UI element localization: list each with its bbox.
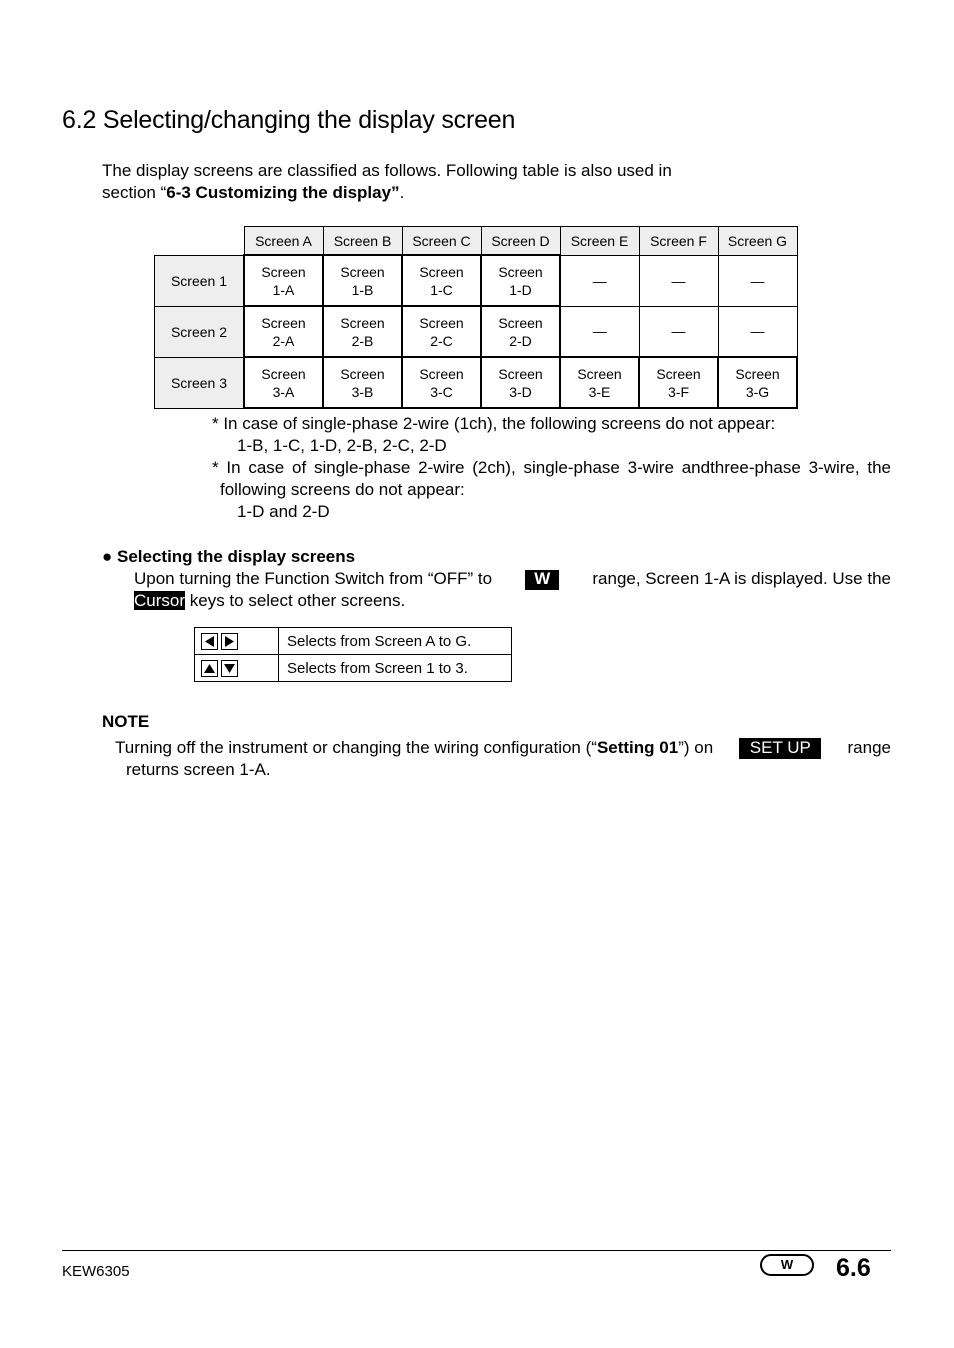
selecting-heading: ● Selecting the display screens <box>102 547 356 566</box>
footnote-1-list: 1-B, 1-C, 1-D, 2-B, 2-C, 2-D <box>237 436 447 455</box>
footnote-1: * In case of single-phase 2-wire (1ch), the following screens do not appear: <box>212 414 776 433</box>
intro-line-1: The display screens are classified as follows. Following table is also used in <box>102 161 672 180</box>
table-row <box>195 655 512 682</box>
table-cell: — <box>639 306 718 357</box>
column-header: Screen B <box>323 227 402 256</box>
column-header: Screen G <box>718 227 797 256</box>
table-cell: Screen 3-D <box>481 357 560 408</box>
table-cell: — <box>639 255 718 306</box>
table-row <box>155 357 798 408</box>
column-header: Screen F <box>639 227 718 256</box>
screen-classification-table <box>154 226 798 409</box>
table-cell: Screen 1-B <box>323 255 402 306</box>
table-cell: — <box>560 255 639 306</box>
table-cell: Screen 2-B <box>323 306 402 357</box>
column-header: Screen D <box>481 227 560 256</box>
left-arrow-key-icon <box>201 633 218 650</box>
key-description: Selects from Screen A to G. <box>279 628 512 655</box>
page-number: 6.6 <box>836 1254 871 1282</box>
section-title: 6.2 Selecting/changing the display screen <box>62 106 516 134</box>
key-icons-cell <box>195 628 279 655</box>
row-header: Screen 2 <box>155 306 245 357</box>
setting-01-reference: Setting 01 <box>596 738 679 757</box>
table-row <box>155 255 798 306</box>
down-arrow-key-icon <box>221 660 238 677</box>
w-mode-badge: W <box>760 1254 814 1276</box>
cursor-key: Cursor <box>134 591 186 610</box>
footnote-2-line-2: following screens do not appear: <box>220 480 465 499</box>
note-line-2: returns screen 1-A. <box>126 760 271 779</box>
table-row <box>155 306 798 357</box>
key-icons-cell <box>195 655 279 682</box>
table-cell: Screen 1-C <box>402 255 481 306</box>
table-cell: Screen 3-B <box>323 357 402 408</box>
selecting-line-1: Upon turning the Function Switch from “OFF” to W range, Screen 1-A is displayed. Use the <box>134 569 891 588</box>
intro-paragraph <box>102 160 802 204</box>
column-header: Screen A <box>244 227 323 256</box>
table-cell: — <box>718 306 797 357</box>
note-heading: NOTE <box>102 712 150 731</box>
table-header-row <box>155 227 798 256</box>
footnote-2-line-1: * In case of single-phase 2-wire (2ch), single-phase 3-wire andthree-phase 3-wire, the <box>212 458 891 477</box>
table-cell: Screen 1-D <box>481 255 560 306</box>
intro-line-2: section “6-3 Customizing the display”. <box>102 183 405 202</box>
table-row <box>195 628 512 655</box>
table-cell: Screen 2-D <box>481 306 560 357</box>
table-cell: Screen 3-E <box>560 357 639 408</box>
table-cell: Screen 2-A <box>244 306 323 357</box>
table-cell: Screen 2-C <box>402 306 481 357</box>
table-cell: Screen 1-A <box>244 255 323 306</box>
table-cell: Screen 3-G <box>718 357 797 408</box>
table-cell: — <box>718 255 797 306</box>
footnote-2-list: 1-D and 2-D <box>237 502 330 521</box>
table-cell: — <box>560 306 639 357</box>
footer-rule <box>62 1250 891 1251</box>
right-arrow-key-icon <box>221 633 238 650</box>
setup-range-key: SET UP <box>739 738 821 759</box>
footer-model: KEW6305 <box>62 1263 130 1280</box>
column-header: Screen E <box>560 227 639 256</box>
column-header: Screen C <box>402 227 481 256</box>
key-description: Selects from Screen 1 to 3. <box>279 655 512 682</box>
table-cell: Screen 3-C <box>402 357 481 408</box>
cursor-key-table <box>194 627 512 682</box>
table-cell: Screen 3-A <box>244 357 323 408</box>
up-arrow-key-icon <box>201 660 218 677</box>
w-range-key: W <box>525 570 559 590</box>
note-line-1: Turning off the instrument or changing the wiring configuration (“Setting 01”) on SET UP range <box>115 738 891 757</box>
selecting-line-2: Cursor keys to select other screens. <box>134 591 406 610</box>
table-cell: Screen 3-F <box>639 357 718 408</box>
row-header: Screen 3 <box>155 357 245 408</box>
section-reference: 6-3 Customizing the display” <box>166 183 400 202</box>
row-header: Screen 1 <box>155 255 245 306</box>
